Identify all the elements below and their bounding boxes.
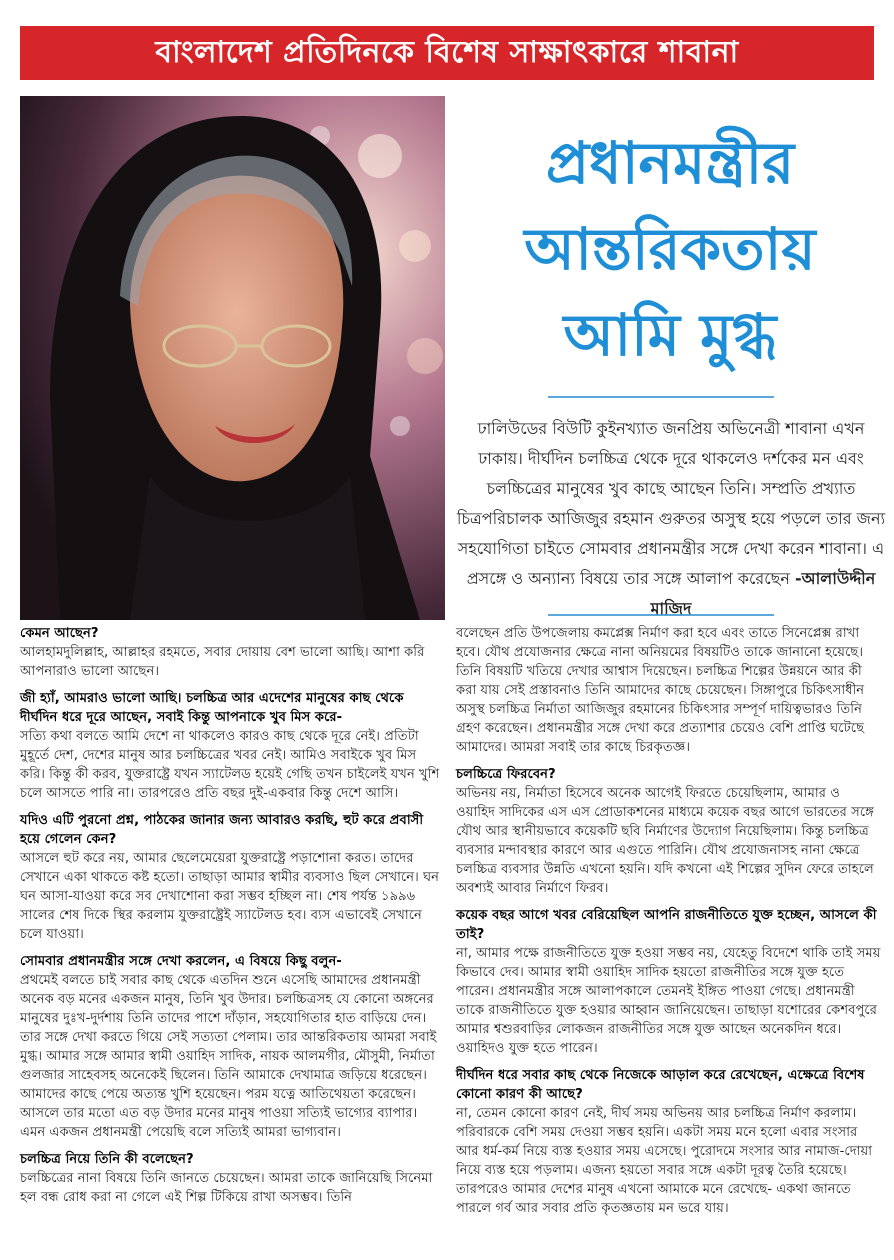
- answer: না, তেমন কোনো কারণ নেই, দীর্ঘ সময় অভিনয় আর চলচ্চিত্র নির্মাণ করলাম। পরিবারকে বেশি সময় দেওয়া সম্ভব হয়নি। একটা সময় মনে হলো এবার সংসার আর ধর্ম-কর্ম নিয়ে ব্যস্ত হওয়ার সময় এসেছে। পুরোদমে সংসার আর নামাজ-দোয়া নিয়ে ব্যস্ত হয়ে পড়লাম। এজন্য হয়তো সবার সঙ্গে একটা দূরত্ব তৈরি হয়েছে। তারপরেও আমার দেশের মানুষ এখনো আমাকে মনে রেখেছে- একথা জানতে পারলে গর্ব আর সবার প্রতি কৃতজ্ঞতায় মন ভরে যায়।: [456, 1106, 873, 1216]
- question: চলচ্চিত্রে ফিরবেন?: [456, 767, 556, 782]
- qa-block: [20, 1150, 444, 1207]
- header-banner: [20, 26, 874, 80]
- right-column: [456, 624, 882, 1226]
- answer: অভিনয় নয়, নির্মাতা হিসেবে অনেক আগেই ফিরতে চেয়েছিলাম, আমার ও ওয়াহিদ সাদিকের এস এস প্রোডাকশনের মাধ্যমে কয়েক বছর আগে ভারতের সঙ্গে যৌথ আর স্থানীয়ভাবে কয়েকটি ছবি নির্মাণের উদ্যোগ নিয়েছিলাম। কিন্তু চলচ্চিত্র ব্যবসার মন্দাবস্থার কারণে আর এগুতে পারিনি। যৌথ প্রযোজনাসহ নানা ক্ষেত্রে চলচ্চিত্র ব্যবসার উন্নতি এখনো হয়নি। যদি কখনো এই শিল্পের সুদিন ফেরে তাহলে অবশ্যই আবার নির্মাণে ফিরব।: [456, 786, 874, 896]
- portrait-photo: [20, 96, 445, 620]
- answer: না, আমার পক্ষে রাজনীতিতে যুক্ত হওয়া সম্ভব নয়, যেহেতু বিদেশে থাকি তাই সময় কিভাবে দেব। আমার স্বামী ওয়াহিদ সাদিক হয়তো রাজনীতির সঙ্গে যুক্ত হতে পারেন। প্রধানমন্ত্রীর সঙ্গে আলাপকালে তেমনই ইঙ্গিত পাওয়া গেছে। প্রধানমন্ত্রী তাকে রাজনীতিতে যুক্ত হওয়ার আহ্বান জানিয়েছেন। তাছাড়া যশোরের কেশবপুরে আমার শ্বশুরবাড়ির লোকজন রাজনীতির সঙ্গে যুক্ত আছেন অনেকদিন ধরে। ওয়াহিদও যুক্ত হতে পারেন।: [456, 946, 881, 1056]
- qa-block: [20, 952, 444, 1142]
- author-byline: -আলাউদ্দীন মাজিদ: [650, 569, 876, 618]
- question: চলচ্চিত্র নিয়ে তিনি কী বলেছেন?: [20, 1152, 194, 1167]
- headline: [470, 120, 870, 378]
- question: দীর্ঘদিন ধরে সবার কাছ থেকে নিজেকে আড়াল করে রেখেছেন, এক্ষেত্রে বিশেষ কোনো কারণ কী আছে?: [456, 1068, 865, 1102]
- qa-block: [20, 811, 444, 944]
- qa-block: [20, 624, 444, 681]
- headline-line-1: প্রধানমন্ত্রীর: [545, 129, 795, 197]
- answer: প্রথমেই বলতে চাই সবার কাছ থেকে এতদিন শুনে এসেছি আমাদের প্রধানমন্ত্রী অনেক বড় মনের একজন মানুষ, তিনি খুব উদার। চলচ্চিত্রসহ যে কোনো অঙ্গনের মানুষের দুঃখ-দুর্দশায় তিনি তাদের পাশে দাঁড়ান, সহযোগিতার হাত বাড়িয়ে দেন। তার সঙ্গে দেখা করতে গিয়ে সেই সত্যতা পেলাম। তার আন্তরিকতায় আমরা সবাই মুগ্ধ। আমার সঙ্গে আমার স্বামী ওয়াহিদ সাদিক, নায়ক আলমগীর, মৌসুমী, নির্মাতা গুলজার সাহেবসহ অনেকেই ছিলেন। তিনি আমাকে দেখামাত্র জড়িয়ে ধরেছেন। আমাদের কাছে পেয়ে অত্যন্ত খুশি হয়েছেন। পরম যত্নে আতিথেয়তা করেছেন। আসলে তার মতো এত বড় উদার মনের মানুষ পাওয়া সত্যিই ভাগ্যের ব্যাপার। এমন একজন প্রধানমন্ত্রী পেয়েছি বলে সত্যিই আমরা ভাগ্যবান।: [20, 973, 437, 1140]
- left-column: [20, 624, 444, 1215]
- intro-body: ঢালিউডের বিউটি কুইনখ্যাত জনপ্রিয় অভিনেত্রী শাবানা এখন ঢাকায়। দীর্ঘদিন চলচ্চিত্র থেকে দূরে থাকলেও দর্শকের মন এবং চলচ্চিত্রের মানুষের খুব কাছে আছেন তিনি। সম্প্রতি প্রখ্যাত চিত্রপরিচালক আজিজুর রহমান গুরুতর অসুস্থ হয়ে পড়লে তার জন্য সহযোগিতা চাইতে সোমবার প্রধানমন্ত্রীর সঙ্গে দেখা করেন শাবানা। এ প্রসঙ্গে ও অন্যান্য বিষয়ে তার সঙ্গে আলাপ করেছেন: [456, 419, 886, 588]
- qa-block: [456, 1066, 882, 1218]
- answer: চলচ্চিত্রের নানা বিষয়ে তিনি জানতে চেয়েছেন। আমরা তাকে জানিয়েছি সিনেমা হল বন্ধ রোধ করা না গেলে এই শিল্প টিকিয়ে রাখা অসম্ভব। তিনি: [20, 1171, 433, 1205]
- answer: আলহামদুলিল্লাহ, আল্লাহর রহমতে, সবার দোয়ায় বেশ ভালো আছি। আশা করি আপনারাও ভালো আছেন।: [20, 645, 425, 679]
- banner-text: বাংলাদেশ প্রতিদিনকে বিশেষ সাক্ষাৎকারে শাবানা: [155, 34, 739, 70]
- qa-block: [456, 765, 882, 898]
- headline-line-3: আমি মুগ্ধ: [563, 301, 777, 369]
- qa-block: [20, 689, 444, 803]
- intro-paragraph: [456, 414, 886, 624]
- qa-block: [456, 624, 882, 757]
- question: জী হ্যাঁ, আমরাও ভালো আছি। চলচ্চিত্র আর এদেশের মানুষের কাছ থেকে দীর্ঘদিন ধরে দূরে আছেন, সবাই কিন্তু আপনাকে খুব মিস করে-: [20, 691, 404, 725]
- headline-line-2: আন্তরিকতায়: [524, 215, 816, 283]
- question: কেমন আছেন?: [20, 626, 99, 641]
- answer: বলেছেন প্রতি উপজেলায় কমপ্লেক্স নির্মাণ করা হবে এবং তাতে সিনেপ্লেক্স রাখা হবে। যৌথ প্রযোজনার ক্ষেত্রে নানা অনিয়মের বিষয়টিও তাকে জানানো হয়েছে। তিনি বিষয়টি খতিয়ে দেখার আশ্বাস দিয়েছেন। চলচ্চিত্র শিল্পের উন্নয়নে আর কী করা যায় সেই প্রস্তাবনাও তিনি আমাদের কাছে চেয়েছেন। সিঙ্গাপুরে চিকিৎসাধীন অসুস্থ চলচ্চিত্র নির্মাতা আজিজুর রহমানের চিকিৎসার সম্পূর্ণ দায়িত্বভারও তিনি গ্রহণ করেছেন। প্রধানমন্ত্রীর সঙ্গে দেখা করে প্রত্যাশার চেয়েও বেশি প্রাপ্তি ঘটেছে আমাদের। আমরা সবাই তার কাছে চিরকৃতজ্ঞ।: [456, 626, 865, 755]
- question: যদিও এটি পুরনো প্রশ্ন, পাঠকের জানার জন্য আবারও করছি, হুট করে প্রবাসী হয়ে গেলেন কেন?: [20, 813, 424, 847]
- divider-top: [548, 396, 774, 398]
- question: কয়েক বছর আগে খবর বেরিয়েছিল আপনি রাজনীতিতে যুক্ত হচ্ছেন, আসলে কী তাই?: [456, 908, 877, 942]
- question: সোমবার প্রধানমন্ত্রীর সঙ্গে দেখা করলেন, এ বিষয়ে কিছু বলুন-: [20, 954, 342, 969]
- portrait-illustration: [20, 96, 445, 620]
- qa-block: [456, 906, 882, 1058]
- answer: সত্যি কথা বলতে আমি দেশে না থাকলেও কারও কাছ থেকে দূরে নেই। প্রতিটা মুহূর্তে দেশ, দেশের মানুষ আর চলচ্চিত্রের খবর নেই। আমিও সবাইকে খুব মিস করি। কিন্তু কী করব, যুক্তরাষ্ট্রে যখন স্যাটেলড হয়েই গেছি তখন চাইলেই যখন খুশি চলে আসতে পারি না। তারপরেও প্রতি বছর দুই-একবার কিন্তু দেশে আসি।: [20, 729, 440, 801]
- answer: আসলে হুট করে নয়, আমার ছেলেমেয়েরা যুক্তরাষ্ট্রে পড়াশোনা করত। তাদের সেখানে একা থাকতে কষ্ট হতো। তাছাড়া আমার স্বামীর ব্যবসাও ছিল সেখানে। ঘন ঘন আসা-যাওয়া করে সব দেখাশোনা করা সম্ভব হচ্ছিল না। শেষ পর্যন্ত ১৯৯৬ সালের শেষ দিকে স্থির করলাম যুক্তরাষ্ট্রেই স্যাটেলড হব। ব্যস এভাবেই সেখানে চলে যাওয়া।: [20, 851, 440, 942]
